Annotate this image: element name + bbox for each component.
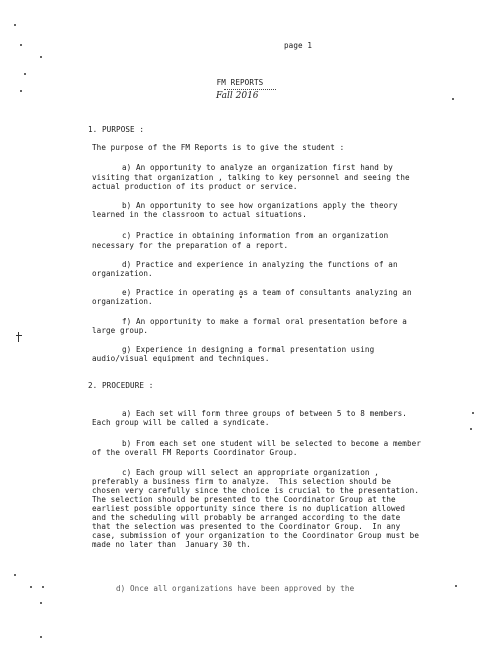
- purpose-item-line: a) An opportunity to analyze an organization first hand by: [122, 163, 393, 172]
- procedure-item-line: a) Each set will form three groups of between 5 to 8 members.: [122, 409, 407, 418]
- procedure-item-line: case, submission of your organization to the Coordinator Group must be: [92, 531, 420, 540]
- procedure-item-line: b) From each set one student will be selected to become a member: [122, 439, 421, 448]
- procedure-item-line: The selection should be presented to the Coordinator Group at the: [92, 495, 396, 504]
- purpose-item-line: e) Practice in operating as a team of consultants analyzing an: [122, 288, 412, 297]
- purpose-item-line: g) Experience in designing a formal presentation using: [122, 345, 375, 354]
- scan-mark: [16, 335, 22, 336]
- procedure-item-line: earliest possible opportunity since there is no duplication allowed: [92, 504, 406, 513]
- procedure-item-line: and the scheduling will probably be arranged according to the date: [92, 513, 401, 522]
- purpose-item-line: visiting that organization , talking to key personnel and seeing the: [92, 173, 410, 182]
- purpose-item-line: c) Practice in obtaining information from an organization: [122, 231, 389, 240]
- purpose-item-line: organization.: [92, 297, 153, 306]
- scan-speck: [14, 24, 16, 26]
- procedure-item-line: Each group will be called a syndicate.: [92, 418, 270, 427]
- purpose-item-line: audio/visual equipment and techniques.: [92, 354, 270, 363]
- purpose-item-line: organization.: [92, 269, 153, 278]
- purpose-item-line: d) Practice and experience in analyzing the functions of an: [122, 260, 398, 269]
- purpose-item-line: b) An opportunity to see how organizations apply the theory: [122, 201, 398, 210]
- procedure-item-line: that the selection was presented to the Coordinator Group. In any: [92, 522, 401, 531]
- scan-speck: [20, 90, 22, 92]
- scan-speck: [472, 412, 474, 414]
- procedure-item-line: preferably a business firm to analyze. This selection should be: [92, 477, 391, 486]
- scan-speck: [24, 73, 26, 75]
- purpose-item-line: large group.: [92, 326, 149, 335]
- procedure-item-line: c) Each group will select an appropriate organization ,: [122, 468, 379, 477]
- page-number: page 1: [284, 41, 313, 50]
- purpose-item-line: actual production of its product or service.: [92, 182, 298, 191]
- procedure-item-line: made no later than January 30 th.: [92, 540, 251, 549]
- handwritten-note: Fall 2016: [216, 91, 259, 101]
- document-title: FM REPORTS: [216, 78, 264, 87]
- purpose-item-line: necessary for the preparation of a report.: [92, 241, 289, 250]
- scan-speck: [455, 585, 457, 587]
- purpose-item-line: f) An opportunity to make a formal oral presentation before a: [122, 317, 407, 326]
- procedure-item-line: chosen very carefully since the choice is crucial to the presentation.: [92, 486, 420, 495]
- scan-speck: [20, 44, 22, 46]
- footer-partial-line: d) Once all organizations have been approved by the: [116, 584, 355, 593]
- scan-speck: [470, 428, 472, 430]
- title-underline: [224, 89, 276, 90]
- scan-speck: [452, 98, 454, 100]
- section-procedure-heading: 2. PROCEDURE :: [88, 381, 154, 390]
- scan-speck: [40, 56, 42, 58]
- scan-speck: [42, 586, 44, 588]
- purpose-item-line: learned in the classroom to actual situations.: [92, 210, 307, 219]
- procedure-item-line: of the overall FM Reports Coordinator Group.: [92, 448, 298, 457]
- scan-mark: [18, 332, 19, 342]
- section-purpose-heading: 1. PURPOSE :: [88, 125, 145, 134]
- scan-speck: [40, 636, 42, 638]
- scan-speck: [14, 574, 16, 576]
- purpose-intro: The purpose of the FM Reports is to give the student :: [92, 143, 345, 152]
- scan-speck: [40, 602, 42, 604]
- scan-speck: [30, 586, 32, 588]
